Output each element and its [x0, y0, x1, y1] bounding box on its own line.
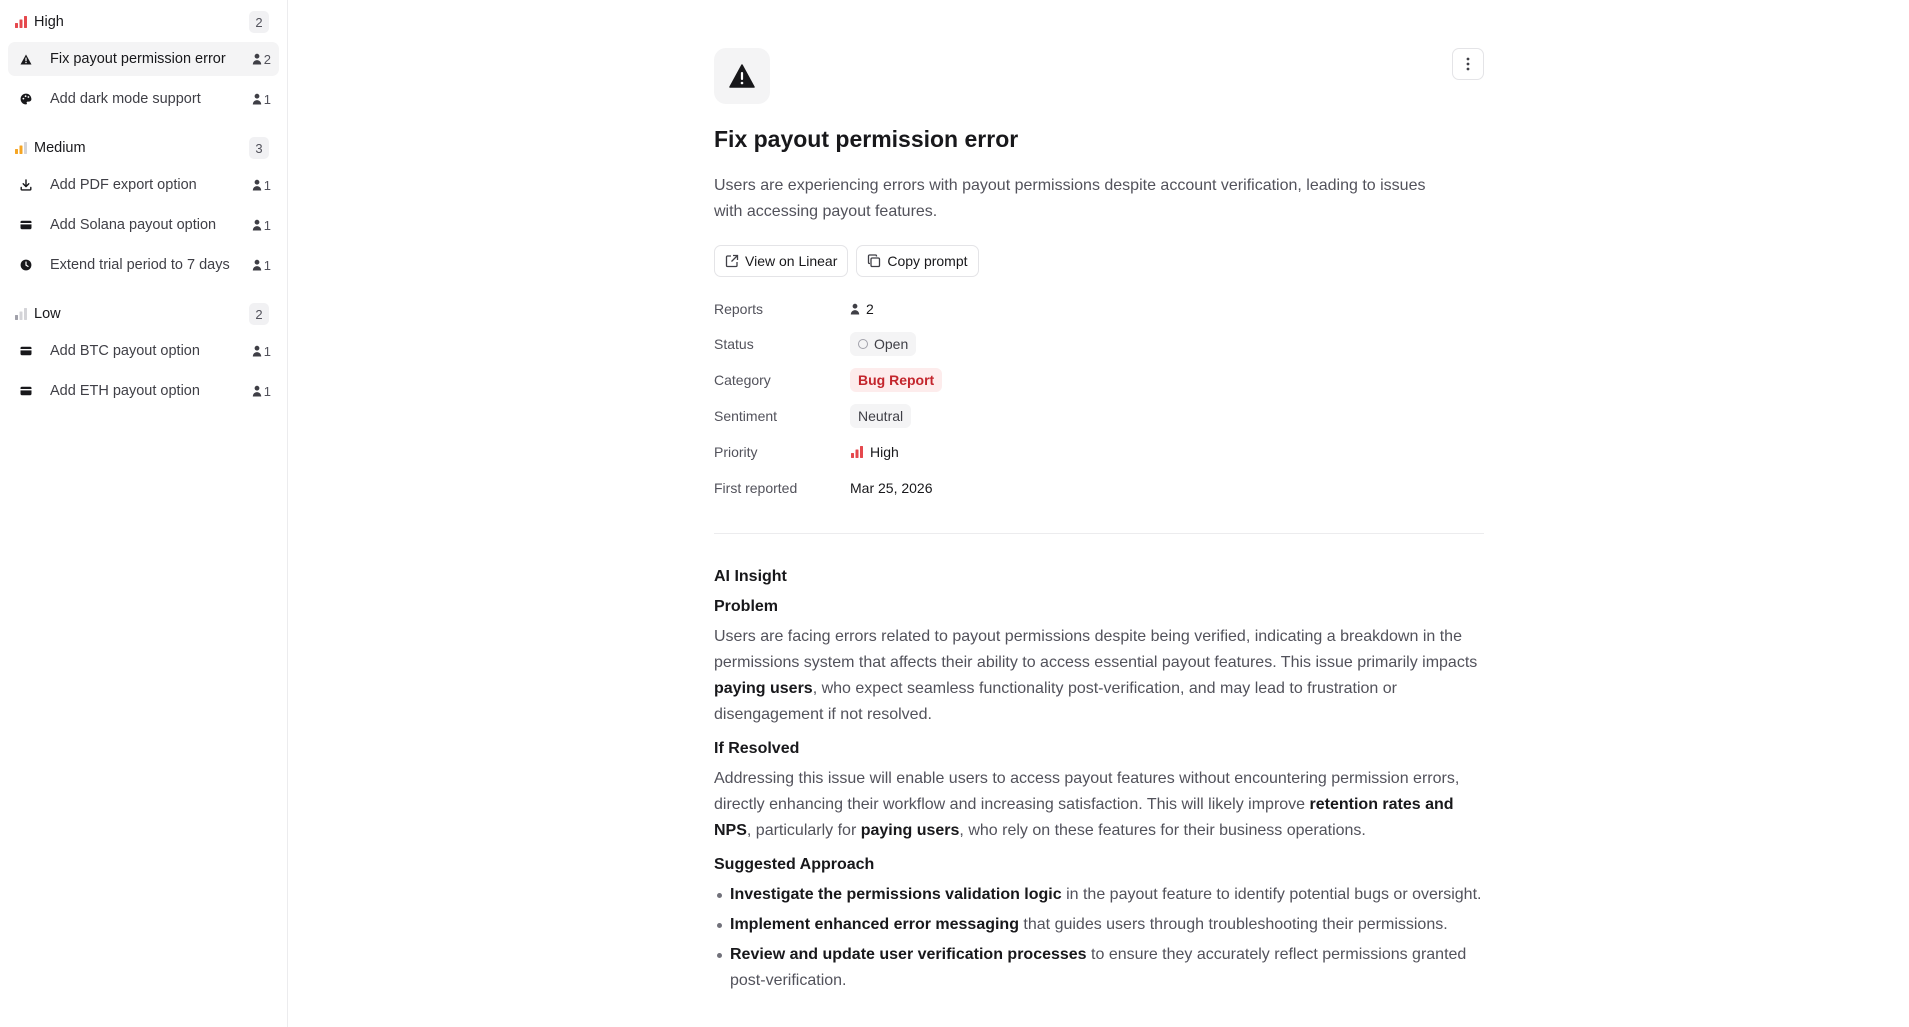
user-icon	[252, 219, 262, 231]
report-count-value: 2	[263, 51, 271, 67]
resolved-text-2: , particularly for	[746, 822, 861, 839]
group-medium	[0, 136, 287, 302]
priority-low-icon	[14, 306, 30, 322]
report-count-value: 1	[263, 177, 271, 193]
view-on-linear-label: View on Linear	[745, 253, 838, 269]
issue-report-count	[252, 92, 271, 107]
group-spacer	[0, 288, 287, 302]
issue-item-label: Add Solana payout option	[50, 217, 217, 233]
user-icon	[252, 345, 262, 357]
group-title: High	[34, 14, 64, 30]
issue-item-label: Add PDF export option	[50, 177, 197, 193]
card-icon	[18, 343, 34, 359]
prop-priority	[714, 439, 1484, 465]
more-vertical-icon	[1466, 57, 1470, 71]
issue-report-count	[252, 258, 271, 273]
prop-sentiment	[714, 403, 1484, 429]
issue-item-label: Add dark mode support	[50, 91, 201, 107]
sidebar	[0, 0, 288, 1027]
copy-prompt-label: Copy prompt	[887, 253, 968, 269]
prop-status	[714, 331, 1484, 357]
prop-label: First reported	[714, 480, 798, 496]
suggested-approach-title: Suggested Approach	[714, 856, 875, 873]
issue-item-label: Fix payout permission error	[50, 51, 226, 67]
issue-report-count	[252, 52, 271, 67]
priority-high-icon	[850, 445, 864, 459]
prop-label: Reports	[714, 301, 764, 317]
card-icon	[18, 383, 34, 399]
sidebar-issue-item[interactable]	[8, 42, 279, 76]
approach-bold: Review and update user verification processes	[730, 946, 1087, 963]
report-count-value: 1	[263, 383, 271, 399]
group-count-badge: 2	[249, 303, 269, 325]
sidebar-issue-item[interactable]	[8, 82, 279, 116]
issue-item-label: Extend trial period to 7 days	[50, 257, 230, 273]
prop-label: Status	[714, 336, 754, 352]
issue-content	[714, 48, 1484, 998]
issue-actions	[714, 245, 1484, 277]
problem-text	[714, 624, 1484, 728]
prop-category	[714, 367, 1484, 393]
approach-bold: Investigate the permissions validation logic	[730, 886, 1062, 903]
issue-properties	[714, 297, 1484, 501]
approach-text: in the payout feature to identify potential bugs or oversight.	[1061, 886, 1482, 903]
issue-item-label: Add ETH payout option	[50, 383, 200, 399]
priority-label: High	[870, 444, 899, 460]
approach-bold: Implement enhanced error messaging	[730, 916, 1019, 933]
sidebar-issue-item[interactable]	[8, 208, 279, 242]
prop-label: Priority	[714, 444, 758, 460]
prop-first-reported	[714, 475, 1484, 501]
clock-icon	[18, 257, 34, 273]
issue-report-count	[252, 384, 271, 399]
issue-title: Fix payout permission error	[714, 126, 1019, 152]
palette-icon	[18, 91, 34, 107]
report-count-value: 1	[263, 343, 271, 359]
ai-insight-title: AI Insight	[714, 568, 787, 585]
resolved-bold-2: paying users	[860, 822, 960, 839]
problem-title: Problem	[714, 598, 779, 615]
approach-item	[714, 912, 1484, 938]
view-on-linear-button[interactable]	[714, 245, 848, 277]
category-badge[interactable]: Bug Report	[850, 368, 942, 392]
prop-label: Category	[714, 372, 771, 388]
group-high	[0, 10, 287, 136]
sentiment-badge[interactable]: Neutral	[850, 404, 911, 428]
problem-text-1: Users are facing errors related to payout permissions despite being verified, indicating a breakdown in the permissions system that affects their ability to access essential payout features. This issue primarily impacts	[714, 628, 1478, 671]
approach-text: to ensure they accurately reflect permissions granted post-verification.	[730, 946, 1467, 989]
sidebar-issue-item[interactable]	[8, 168, 279, 202]
report-count-value: 1	[263, 257, 271, 273]
issue-item-label: Add BTC payout option	[50, 343, 200, 359]
resolved-text-1: Addressing this issue will enable users to access payout features without encountering permission errors, directly enhancing their workflow and increasing satisfaction. This will likely improve	[714, 770, 1460, 813]
status-open-icon	[858, 339, 868, 349]
problem-bold-1: paying users	[714, 680, 813, 697]
warning-icon	[714, 48, 770, 104]
report-count-value: 1	[263, 91, 271, 107]
user-icon	[252, 93, 262, 105]
priority-medium-icon	[14, 140, 30, 156]
priority-high-icon	[14, 14, 30, 30]
problem-text-2: , who expect seamless functionality post-verification, and may lead to frustration or disengagement if not resolved.	[714, 680, 1397, 723]
approach-item	[714, 882, 1484, 908]
download-icon	[18, 177, 34, 193]
reports-value	[850, 301, 874, 317]
more-options-button[interactable]	[1452, 48, 1484, 80]
approach-text: that guides users through troubleshooting their permissions.	[1018, 916, 1448, 933]
issue-description: Users are experiencing errors with payout permissions despite account verification, leading to issues with accessing payout features.	[714, 177, 1426, 220]
issue-report-count	[252, 178, 271, 193]
divider	[714, 533, 1484, 534]
group-spacer	[0, 122, 287, 136]
user-icon	[850, 303, 860, 315]
copy-prompt-button[interactable]	[856, 245, 978, 277]
suggested-approach-list	[714, 882, 1484, 994]
ai-insight	[714, 568, 1484, 994]
resolved-bold-1: retention rates and NPS	[714, 796, 1454, 839]
reports-count: 2	[866, 301, 874, 317]
status-badge[interactable]	[850, 332, 916, 356]
sidebar-issue-item[interactable]	[8, 248, 279, 282]
group-spacer	[0, 414, 287, 428]
group-header-medium[interactable]	[0, 136, 287, 160]
sidebar-issue-item[interactable]	[8, 374, 279, 408]
resolved-text-3: , who rely on these features for their business operations.	[959, 822, 1366, 839]
group-header-low[interactable]	[0, 302, 287, 326]
status-value: Open	[874, 336, 909, 352]
warning-icon	[18, 51, 34, 67]
group-title: Medium	[34, 140, 86, 156]
group-count-badge: 2	[249, 11, 269, 33]
first-reported-value: Mar 25, 2026	[850, 480, 933, 496]
user-icon	[252, 385, 262, 397]
group-count-badge: 3	[249, 137, 269, 159]
issue-detail	[288, 0, 1909, 1027]
if-resolved-text	[714, 766, 1484, 844]
external-link-icon	[725, 254, 739, 268]
issue-groups	[0, 10, 287, 428]
issue-report-count	[252, 344, 271, 359]
card-icon	[18, 217, 34, 233]
group-title: Low	[34, 306, 61, 322]
sidebar-issue-item[interactable]	[8, 334, 279, 368]
user-icon	[252, 259, 262, 271]
copy-icon	[867, 254, 881, 268]
if-resolved-title: If Resolved	[714, 740, 800, 757]
issue-report-count	[252, 218, 271, 233]
report-count-value: 1	[263, 217, 271, 233]
user-icon	[252, 179, 262, 191]
prop-reports	[714, 297, 1484, 321]
group-low	[0, 302, 287, 428]
priority-value[interactable]	[850, 444, 899, 460]
approach-item	[714, 942, 1484, 994]
user-icon	[252, 53, 262, 65]
group-header-high[interactable]	[0, 10, 287, 34]
prop-label: Sentiment	[714, 408, 778, 424]
